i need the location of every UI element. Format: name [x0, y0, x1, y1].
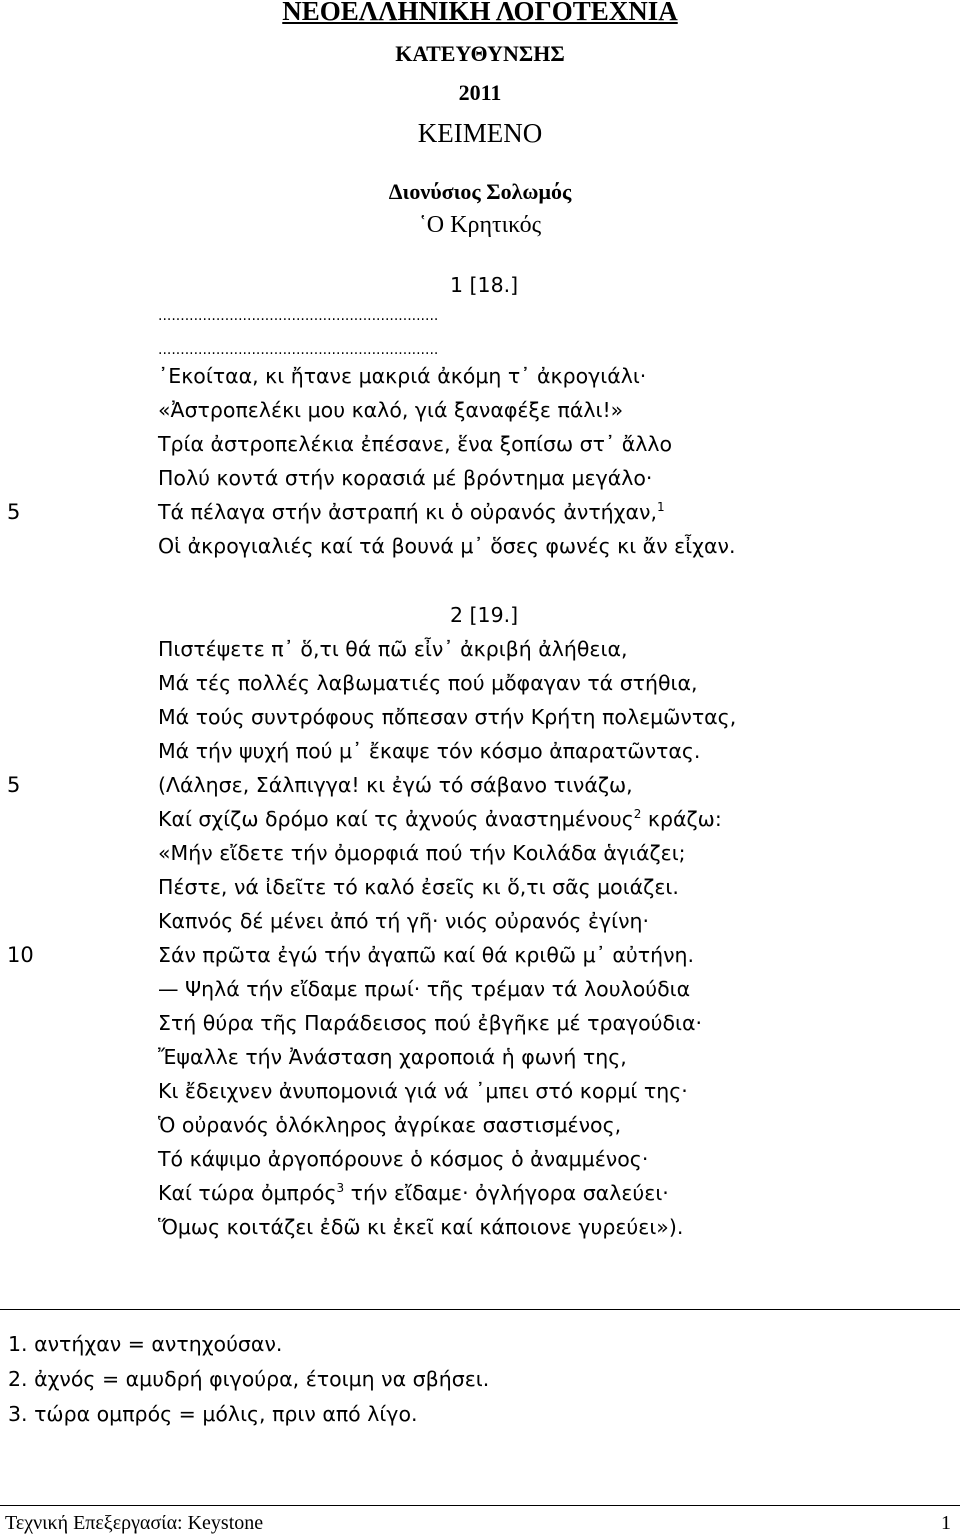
part-1-marker: 1 [18.]: [450, 273, 519, 297]
verse-line: Καπνός δέ μένει ἀπό τή γῆ· νιός οὐρανός ἐγίνη·: [158, 909, 650, 933]
verse-line: Στή θύρα τῆς Παράδεισος πού ἐβγῆκε μέ τραγούδια·: [158, 1011, 703, 1035]
verse-line: Μά τήν ψυχή πού μ᾿ ἔκαψε τόν κόσμο ἀπαρατῶντας.: [158, 739, 701, 763]
page-number: 1: [941, 1512, 951, 1534]
verse-line: Τρία ἀστροπελέκια ἐπέσανε, ἕνα ξοπίσω στ᾿ ἄλλο: [158, 432, 673, 456]
verse-line: Πολύ κοντά στήν κορασιά μέ βρόντημα μεγάλο·: [158, 466, 653, 490]
footer-divider: [0, 1505, 960, 1506]
document-subtitle: ΚΑΤΕΥΘΥΝΣΗΣ: [395, 41, 565, 66]
verse-line: Ὁ οὐρανός ὁλόκληρος ἀγρίκαε σαστισμένος,: [158, 1113, 622, 1137]
verse-line: — Ψηλά τήν εἴδαμε πρωί· τῆς τρέμαν τά λουλούδια: [158, 977, 691, 1001]
line-number: 5: [7, 773, 21, 797]
verse-line: [158, 804, 722, 834]
verse-line: Τό κάψιμο ἀργοπόρουνε ὁ κόσμος ὁ ἀναμμένος·: [158, 1147, 649, 1171]
verse-line: Ἔψαλλε τήν Ἀνάσταση χαροποιά ἡ φωνή της,: [158, 1045, 627, 1069]
verse-line: Ὅμως κοιτάζει ἐδῶ κι ἐκεῖ καί κάποιονε γυρεύει»).: [158, 1215, 684, 1239]
verse-line: Πέστε, νά ἰδεῖτε τό καλό ἐσεῖς κι ὅ,τι σᾶς μοιάζει.: [158, 875, 679, 899]
verse-text: Καί τώρα ὀμπρός: [158, 1181, 337, 1205]
verse-text: τήν εἴδαμε· ὀγλήγορα σαλεύει·: [344, 1181, 669, 1205]
verse-text: κράζω:: [641, 807, 722, 831]
verse-line: Μά τές πολλές λαβωματιές πού μὄφαγαν τά στήθια,: [158, 671, 698, 695]
footnote-divider: [0, 1309, 960, 1310]
verse-line: «Μήν εἴδετε τήν ὀμορφιά πού τήν Κοιλάδα ἁγιάζει;: [158, 841, 686, 865]
part-2-marker: 2 [19.]: [450, 603, 519, 627]
line-number: 5: [7, 500, 21, 524]
footnote: 2. ἀχνός = αμυδρή φιγούρα, έτοιμη να σβήσει.: [8, 1367, 490, 1391]
footnote-ref: 1: [657, 500, 665, 515]
footnote: 3. τώρα ομπρός = μόλις, πριν από λίγο.: [8, 1402, 418, 1426]
verse-line: [158, 497, 665, 527]
footnote: 1. αντήχαν = αντηχούσαν.: [8, 1332, 283, 1356]
line-number: 10: [7, 943, 34, 967]
verse-line: «Ἀστροπελέκι μου καλό, γιά ξαναφέξε πάλι!»: [158, 398, 624, 422]
verse-line: Πιστέψετε π᾿ ὅ,τι θά πῶ εἶν᾿ ἀκριβή ἀλήθεια,: [158, 637, 628, 661]
verse-line: Μά τούς συντρόφους πὄπεσαν στήν Κρήτη πολεμῶντας,: [158, 705, 737, 729]
footer-credit: Τεχνική Επεξεργασία: Keystone: [5, 1512, 264, 1534]
document-title: ΝΕΟΕΛΛΗΝΙΚΗ ΛΟΓΟΤΕΧΝΙΑ: [282, 0, 678, 26]
verse-text: Τά πέλαγα στήν ἀστραπή κι ὁ οὐρανός ἀντήχαν,: [158, 500, 657, 524]
footnote-ref: 2: [633, 807, 642, 822]
verse-line: Οἱ ἀκρογιαλιές καί τά βουνά μ᾿ ὅσες φωνές κι ἄν εἶχαν.: [158, 534, 736, 558]
ellipsis-line: ...............................................................: [158, 308, 439, 324]
author-name: Διονύσιος Σολωμός: [388, 179, 572, 204]
section-heading: ΚΕΙΜΕΝΟ: [417, 118, 543, 148]
verse-line: [158, 1178, 669, 1208]
verse-text: Καί σχίζω δρόμο καί τς ἀχνούς ἀναστημένους: [158, 807, 634, 831]
verse-line: ᾿Εκοίταα, κι ἤτανε μακριά ἀκόμη τ᾿ ἀκρογιάλι·: [158, 364, 647, 388]
ellipsis-line: ...............................................................: [158, 342, 439, 358]
document-year: 2011: [458, 80, 502, 105]
verse-line: Κι ἔδειχνεν ἀνυπομονιά γιά νά ᾿μπει στό κορμί της·: [158, 1079, 688, 1103]
verse-line: (Λάλησε, Σάλπιγγα! κι ἐγώ τό σάβανο τινάζω,: [158, 773, 633, 797]
footnote-ref: 3: [336, 1181, 345, 1196]
poem-title: ῾Ο Κρητικός: [418, 212, 542, 238]
verse-line: Σάν πρῶτα ἐγώ τήν ἀγαπῶ καί θά κριθῶ μ᾿ αὐτήνη.: [158, 943, 695, 967]
